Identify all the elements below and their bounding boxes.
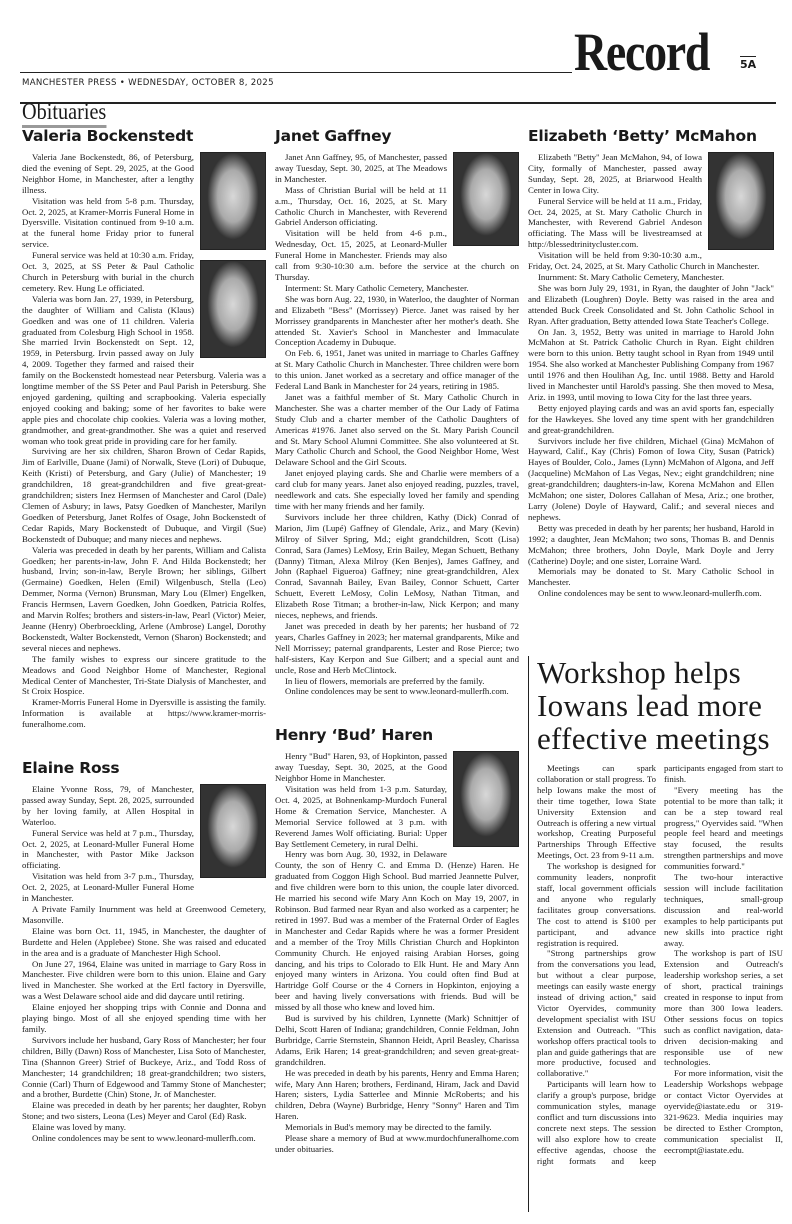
obituary — [22, 128, 266, 730]
obituary-paragraph: A Private Family Inurnment was held at Greenwood Cemetery, Masonville. — [22, 904, 266, 925]
obituary-paragraph: Online condolences may be sent to www.leonard-mullerfh.com. — [285, 686, 509, 697]
obituary-paragraph: In lieu of flowers, memorials are preferred by the family. — [285, 675, 485, 686]
obituary-paragraph: Bud is survived by his children, Lynnette (Mark) Schnittjer of Delhi, Scott Haren of Indiana; grandchildren, Connie Feldman, John Burbridge, Carrie Sternstein, Shannon Heidt, April Beasley, Charissa Adams, Erik Haren; 14 great-grandchildren; and seven great-great-grandchildren. — [275, 1013, 519, 1067]
obituary-paragraph: She was born July 29, 1931, in Ryan, the daughter of John "Jack" and Elizabeth (Loughren) Doyle. Betty was raised in the area and attended Buck Creek Consolidated and St. John Catholic School in Ryan. After graduation, Betty attended Iowa State Teacher's College. — [528, 282, 774, 326]
workshop-article — [528, 656, 783, 1212]
obituary-paragraph: Elaine was born Oct. 11, 1945, in Manchester, the daughter of Burdette and Helen (Applebee) Stone. She was raised and educated in the area and is a graduate of Manchester High School. — [22, 925, 266, 958]
obituary-name: Henry ‘Bud’ Haren — [275, 726, 434, 745]
article-paragraph: "Every meeting has the potential to be more than talk; it can be a step toward real progress," Oyervides said. "When people feel heard and meetings stay focused, the results strengthen partnerships and move communities forward." — [664, 784, 783, 872]
obituary-paragraph: Visitation will be held from 9:30-10:30 a.m., Friday, Oct. 24, 2025, at St. Mary Catholic Church in Manchester. — [528, 250, 760, 272]
obituary-paragraph: Elaine Yvonne Ross, 79, of Manchester, passed away Sunday, Sept. 28, 2025, surrounded by her loving family, at Allen Hospital in Waterloo. — [22, 784, 194, 827]
portrait-photo — [453, 751, 519, 847]
article-paragraph: The workshop is part of ISU Extension and Outreach's leadership workshop series, a set of short, practical trainings created in response to input from more than 300 Iowa leaders. Other sessions focus on topics such as conflict navigation, data-driven decision-making and responsible use of new technologies. — [664, 948, 783, 1068]
portrait-photo — [200, 260, 266, 358]
obituary-paragraph: The family wishes to express our sincere gratitude to the Meadows and Good Neighbor Home of Manchester, Regional Medical Center of Manchester, Tri-State Dialysis of Manchester, and St Croix Hospice. — [22, 653, 266, 697]
obituary-paragraph: Valeria was preceded in death by her parents, William and Calista Goedken; her parents-in-law, John F. And Hilda Bockenstedt; her husband, Irvin; son-in-law, Beryle Brown; her siblings, Gilbert (Germaine) Goedken, Helen (Emil) Wilgenbusch, Stella (Leo) Demmer, Norma (Vernon) Brunsman, Mary Lou (Elmer) Engelken, Francis Hermsen, Lavern Goedken, John Goedken, Patricia Rolfes, and Marvin Rolfes; brothers and sisters-in-law, Pearl (Victor) Meier, Jeanne (Henry) Oberbroeckling, Arlene (Ambrose) Langel, Dorothy Bockenstedt, Walter Bockenstedt, Vernon (Sharon) Bockenstedt; and several nieces and nephews. — [22, 544, 266, 653]
obituary-paragraph: Henry "Bud" Haren, 93, of Hopkinton, passed away Tuesday, Sept. 30, 2025, at the Good Neighbor Home in Manchester. — [275, 751, 447, 784]
portrait-photo — [708, 152, 774, 250]
obituary-paragraph: Surviving are her six children, Sharon Brown of Cedar Rapids, Jim of Earlville, Duane (Jami) of Norwalk, Steve (Lori) of Dubuque, Keith (Kristi) of Petersburg, and Gary (Julie) of Manchester; 19 grandchildren, 18 great-grandchildren and five great-great-grandchildren; sisters Inez Hermsen of Manchester and Carol (Dale) Clemen of Asbury; in laws, Patsy Goedken of Manchester, Marilyn Goedken of Petersburg, Janet Rolfes of Osage, John Bockenstedt of Cedar Rapids, Mary Bockenstedt of Dubuque, and Virgil (Sue) Bockenstedt of Dubuque; and many nieces and nephews. — [22, 446, 266, 544]
obituary-paragraph: On Jan. 3, 1952, Betty was united in marriage to Harold John McMahon at St. Patrick Catholic Church in Ryan. Eight children were born to this union. Betty taught school in Ryan from 1949 until 1954. She also worked at Manchester Publishing Company from 1967 until 1976 and then Houlihan Ag, Inc. until 1988. Betty and Harold lived in Manchester until Harold's passing. She then moved to Mesa, Ariz. in 1993, until moving to Iowa City for the last three years. — [528, 326, 774, 402]
obituary-paragraph: Visitation was held from 3-7 p.m., Thursday, Oct. 2, 2025, at Leonard-Muller Funeral Home in Manchester. — [22, 871, 194, 904]
obituary-paragraph: She was born Aug. 22, 1930, in Waterloo, the daughter of Norman and Elizabeth "Bess" (Morrissey) Pierce. Janet was raised by her Morrissey grandparents in Manchester after her mother's death. She attended St. Xavier's School in Manchester and Immaculate Conception Academy in Dubuque. — [275, 293, 519, 348]
obituary — [528, 128, 774, 599]
obituary-paragraph: Kramer-Morris Funeral Home in Dyersville is assisting the family. Information is available at https://www.kramer-morris-funeralhome.com. — [22, 697, 266, 730]
obituary — [22, 760, 266, 1144]
obituary-paragraph: Visitation was held from 5-8 p.m. Thursday, Oct. 2, 2025, at Kramer-Morris Funeral Home in Dyersville. Visitation continued from 9-10 a.m. at the funeral home Friday prior to funeral service. — [22, 195, 194, 250]
obituary-paragraph: Janet enjoyed playing cards. She and Charlie were members of a card club for many years. Janet also enjoyed reading, puzzles, travel, needlework and cats. She especially loved her family and spending time with her many friends and her family. — [275, 468, 519, 511]
obituary-name: Janet Gaffney — [275, 127, 392, 145]
article-headline: Workshop helps Iowans lead more effective meetings — [537, 655, 770, 756]
obituary-paragraph: Online condolences may be sent to www.leonard-mullerfh.com. — [538, 588, 762, 599]
obituary-paragraph: Funeral service was held at 10:30 a.m. Friday, Oct. 3, 2025, at SS Peter & Paul Catholic Church in Petersburg with burial in the church cemetery. Rev. Hung Le officiated. — [22, 250, 194, 293]
obituary-paragraph: On June 27, 1964, Elaine was united in marriage to Gary Ross in Manchester. Five children were born to this union. Elaine and Gary lived in Manchester. She worked at the Ertl factory in Dyersville, was a West Delaware school aide and did daycare until retiring. — [22, 958, 266, 1002]
obituary-paragraph: Interment: St. Mary Catholic Cemetery, Manchester. — [285, 282, 469, 293]
obituary-paragraph: He was preceded in death by his parents, Henry and Emma Haren; wife, Mary Ann Haren; brothers, Ferdinand, Hiram, Jack and David Haren; sisters, Lydia Satterlee and Minnie McRoberts; and his children, Debra (Wayne) Burbridge, Henry "Sonny" Haren and Tim Haren. — [275, 1067, 519, 1122]
obituary-paragraph: Survivors include her husband, Gary Ross of Manchester; her four children, Billy (Dawn) Ross of Manchester, Lisa Soto of Manchester, Tina (Shannon Greer) Strief of Buckeye, Ariz., and Todd Ross of Manchester; 14 grandchildren; 18 great-grandchildren; two sisters, Connie (Carl) Thurn of Edgewood and Tammy Stone of Manchester; and a brother, Burdette (Chin) Stone, Jr. of Manchester. — [22, 1034, 266, 1100]
article-paragraph: Participants will learn how to clarify a group's purpose, bridge communication styles, manage conflict and turn discussions into concrete next steps. The session will also explore how to create effective agendas, choose the right formats and keep participants engaged from start to finish. — [537, 763, 783, 1166]
portrait-photo — [453, 152, 519, 246]
obituary — [275, 727, 519, 1155]
obituary-paragraph: Valeria was born Jan. 27, 1939, in Petersburg, the daughter of William and Calista (Klaus) Goedken and was one of 11 children. Valeria graduated from Colesburg High School in 1958. She married Irvin Bockenstedt on Sept. 12, 1959, in Petersburg. Irvin passed away on July 4, 2009. Together they farmed and raised their family on the Bockenstedt homestead near Petersburg. Valeria was a longtime member of the SS Peter and Paul Parish in Petersburg. She enjoyed gardening, quilting and scrapbooking. Valeria especially enjoyed cooking and baking; some of her favorites to bake were apple pies and chocolate chip cookies. Valeria was a loving mother, grandmother, and great-grandmother. She was a quiet and reserved woman who took great pride in providing care for her family. — [22, 293, 266, 446]
section-title: Obituaries — [22, 99, 106, 128]
obituary-name: Elaine Ross — [22, 759, 120, 778]
article-body — [537, 763, 783, 1167]
article-paragraph: For more information, visit the Leadership Workshops webpage or contact Victor Oyervides at oyervide@iastate.edu or 319-321-9623. Media inquiries may be directed to Esther Crompton, communication specialist II, eecrompt@iastate.edu. — [664, 1068, 783, 1155]
obituary-paragraph: Betty enjoyed playing cards and was an avid sports fan, especially for the Hawkeyes. She loved any time spent with her grandchildren and great-grandchildren. — [528, 402, 774, 435]
article-paragraph: The two-hour interactive session will include facilitation techniques, small-group discussion and real-world examples to help participants put new skills into practice right away. — [664, 872, 783, 948]
masthead-dateline: MANCHESTER PRESS • WEDNESDAY, OCTOBER 8, 2025 — [22, 78, 274, 88]
obituary — [275, 128, 519, 697]
masthead-rule — [20, 72, 572, 73]
obituary-paragraph: Betty was preceded in death by her parents; her husband, Harold in 1992; a daughter, Jean McMahon; two sons, Thomas B. and Dennis McMahon; three brothers, John Doyle, Mark Doyle and Jerry (Catherine) Doyle; and one sister, Lorraine Ward. — [528, 522, 774, 566]
obituary-paragraph: Elaine was loved by many. — [32, 1122, 126, 1133]
obituary-paragraph: Visitation was held from 1-3 p.m. Saturday, Oct. 4, 2025, at Bohnenkamp-Murdoch Funeral Home & Cremation Service, Manchester. A Memorial Service followed at 3 p.m. with Reverend James Wolf officiating. Burial: Upper Bay Settlement Cemetery, in rural Delhi. — [275, 784, 447, 849]
obituary-paragraph: Survivors include her three children, Kathy (Dick) Conrad of Marion, Jim (Lupé) Gaffney of Glendale, Ariz., and Mary (Kevin) Milroy of Silver Spring, Md.; eight grandchildren, Scott (Lisa) Conrad, Sara (James) LeMosy, Erin Bailey, Megan Schuett, Bethany (Danny) Titman, Alexa Milroy (Ken Benjes), James Gaffney, and John (Raphael Figueroa) Gaffney; nine great-grandchildren, Alex Conrad, Savannah Bailey, Evan Bailey, Connor Schuett, Carter Schuett, Everett LeMosy, Colin LeMosy, Nathan Titman, and Elizabeth Rose Titman; a brother-in-law, Nick Kerpon; and many nieces, nephews, and friends. — [275, 511, 519, 621]
obituary-paragraph: Elaine was preceded in death by her parents; her daughter, Robyn Stone; and two sisters, Leona (Les) Meyer and Carol (Ed) Rask. — [22, 1100, 266, 1122]
obituary-paragraph: Valeria Jane Bockenstedt, 86, of Petersburg, died the evening of Sept. 29, 2025, at the Good Neighbor Home, in Manchester, after a lengthy illness. — [22, 152, 194, 195]
article-paragraph: Meetings can spark collaboration or stall progress. To help Iowans make the most of their time together, Iowa State University Extension and Outreach is offering a new virtual workshop, Creating Purposeful Partnerships Through Effective Meetings, Oct. 23 from 9-11 a.m. — [537, 763, 656, 861]
obituary-paragraph: Memorials in Bud's memory may be directed to the family. — [285, 1122, 492, 1133]
obituary-paragraph: Funeral Service will be held at 11 a.m., Friday, Oct. 24, 2025, at St. Mary Catholic Church in Manchester, with Reverend Gabriel Andeson officiating. The Mass will be livestreamsed at http://blessedtrinitycluster.com. — [528, 195, 702, 250]
article-paragraph: "Strong partnerships grow from the conversations you lead, but without a clear purpose, meetings can easily waste energy instead of driving action," said Victor Oyervides, community development specialist with ISU Extension and Outreach. "This workshop offers practical tools to plan and guide gatherings that are more productive, focused and collaborative." — [537, 948, 656, 1079]
page-number: 5A — [740, 58, 757, 71]
obituary-paragraph: Janet Ann Gaffney, 95, of Manchester, passed away Tuesday, Sept. 30, 2025, at The Meadows in Manchester. — [275, 152, 447, 184]
obituary-paragraph: Please share a memory of Bud at www.murdochfuneralhome.com under obituaries. — [275, 1133, 519, 1154]
obituary-paragraph: Janet was preceded in death by her parents; her husband of 72 years, Charles Gaffney in 2023; her maternal grandparents, Mike and Nell Morrissey; paternal grandparents, Lester and Rose Pierce; two half-sisters, Kay Kerpon and Sue Gilbert; and a special aunt and uncle, Rose and Herb McClintock. — [275, 620, 519, 675]
article-paragraph: The workshop is designed for community leaders, nonprofit staff, local government officials and anyone who regularly facilitates group conversations. The cost to attend is $100 per participant, and advance registration is required. — [537, 861, 656, 948]
masthead-bottom-rule — [20, 102, 776, 104]
obituary-paragraph: Mass of Christian Burial will be held at 11 a.m., Thursday, Oct. 16, 2025, at St. Mary Catholic Church in Manchester, with Reverend Gabriel Anderson officiating. — [275, 184, 447, 228]
obituary-paragraph: Survivors include her five children, Michael (Gina) McMahon of Hayward, Calif., Kay (Chris) Fomon of Iowa City, Susan (Patrick) Hayes of Boulder, Colo., James (Lynn) McMahon of Algona, and Jeff (Jacqueline) McMahon of Las Vegas, Nev.; eight grandchildren; nine great-grandchildren; daughters-in-law, Korena McMahon and Ellen McMahon; one sister, Dolores Callahan of Mesa, Ariz.; one brother, Larry (Jolene) Doyle of Hayward, Calif.; and several nieces and nephews. — [528, 435, 774, 522]
obituary-paragraph: Elizabeth "Betty" Jean McMahon, 94, of Iowa City, formally of Manchester, passed away Sunday, Sept. 28, 2025, at Briarwood Health Center in Iowa City. — [528, 152, 702, 195]
obituary-name: Elizabeth ‘Betty’ McMahon — [528, 127, 757, 145]
obituary-paragraph: Online condolences may be sent to www.leonard-mullerfh.com. — [32, 1133, 256, 1144]
obituary-paragraph: Janet was a faithful member of St. Mary Catholic Church in Manchester. She was a charter member of the Our Lady of Fatima Study Club and a charter member of the Catholic Daughters of Americas #1976. Janet also served on the St. Mary Parish Council and St. Mary School Alumni Committee. She also volunteered at St. Mary Catholic Church and School, the Good Neighbor Home, West Delaware School and the Girl Scouts. — [275, 391, 519, 468]
portrait-photo — [200, 152, 266, 250]
section-nameplate: Record — [574, 22, 710, 82]
obituary-paragraph: Elaine enjoyed her shopping trips with Connie and Donna and playing bingo. Most of all she enjoyed spending time with her family. — [22, 1002, 266, 1034]
column-3 — [528, 128, 774, 625]
obituary-paragraph: Visitation will be held from 4-6 p.m., Wednesday, Oct. 15, 2025, at Leonard-Muller Funeral Home in Manchester. Friends may also call from 9:30-10:30 a.m. before the service at the church on Thursday. — [275, 228, 519, 282]
obituary-paragraph: Memorials may be donated to St. Mary Catholic School in Manchester. — [528, 566, 774, 588]
obituary-paragraph: Funeral Service was held at 7 p.m., Thursday, Oct. 2, 2025, at Leonard-Muller Funeral Home in Manchester, with Pastor Mike Jackson officiating. — [22, 827, 194, 871]
portrait-photo — [200, 784, 266, 878]
obituary-paragraph: Inurnment: St. Mary Catholic Cemetery, Manchester. — [538, 271, 725, 282]
column-2 — [275, 128, 519, 1181]
column-1 — [22, 128, 266, 1170]
obituary-paragraph: Henry was born Aug. 30, 1932, in Delaware County, the son of Henry C. and Emma D. (Henze) Haren. He graduated from Coggon High School. Bud married Jeannette Pulver, and five children were born to this union, the couple later divorced. He married his second wife Mary Ann Koch on May 19, 2007, in Robinson. Bud farmed near Ryan and also worked as a carpenter; he retired in 1997. Bud was a member of the Fraternal Order of Eagles in Manchester and Cedar Rapids where he was a former President and a member of the Troy Mills Christian Church and Hopkinton Community Church. He enjoyed raising Arabian Horses, going dancing, and his trips to Colorado to Elk Hunt. He and Mary Ann enjoyed many winters in Arizona. You could often find Bud at Hartridge Golf Course or the 4 Corners in Hopkinton, enjoying a beer and having lively conversations with friends. Bud will be missed by all those who knew and loved him. — [275, 849, 519, 1013]
obituary-paragraph: On Feb. 6, 1951, Janet was united in marriage to Charles Gaffney at St. Mary Catholic Church in Manchester. Three children were born to this union. Janet worked as a secretary and office manager of the Federal Land Bank in Manchester for 24 years, retiring in 1985. — [275, 348, 519, 392]
obituary-name: Valeria Bockenstedt — [22, 127, 194, 145]
